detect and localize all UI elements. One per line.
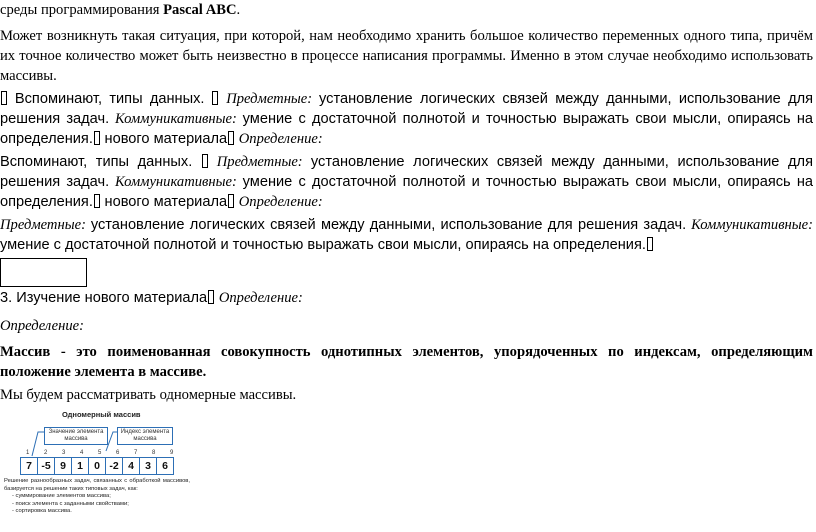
index-label: Индекс элемента массива <box>117 427 173 445</box>
competencies-block-b: Вспоминают, типы данных. Предметные: установление логических связей между данными, использование для решения задач. Коммуникативные: умение с достаточной полнотой и точностью выражать свои мысли, опираясь на определения. нового материала Определение: <box>0 154 813 210</box>
array-cell: 9 <box>55 458 72 474</box>
array-cells <box>20 457 174 475</box>
missing-glyph-icon <box>212 91 218 105</box>
index-2: 2 <box>44 450 48 456</box>
array-definition: Массив - это поименованная совокупность однотипных элементов, упорядоченных по индексам, определяющим положение элемента в массиве. <box>0 344 813 380</box>
missing-glyph-icon <box>228 194 234 208</box>
value-label: Значение элемента массива <box>44 427 108 445</box>
missing-glyph-icon <box>647 237 653 251</box>
array-cell: 7 <box>21 458 38 474</box>
competencies-block-c: Предметные: установление логических связей между данными, использование для решения задач. Коммуникативные: умение с достаточной полнотой и точностью выражать свои мысли, опираясь на определения. <box>0 217 813 253</box>
array-cell: 1 <box>72 458 89 474</box>
array-cell: 6 <box>162 460 168 472</box>
one-dim-arrays-line: Мы будем рассматривать одномерные массивы. <box>0 387 297 403</box>
index-4: 4 <box>80 450 84 456</box>
array-cell: -5 <box>38 458 55 474</box>
index-9: 9 <box>170 450 174 456</box>
missing-glyph-icon <box>202 154 208 168</box>
array-cell: 3 <box>140 458 157 474</box>
figure-title: Одномерный массив <box>62 410 141 419</box>
missing-glyph-icon <box>228 131 234 145</box>
array-cell: 0 <box>89 458 106 474</box>
definition-label: Определение: <box>0 318 84 334</box>
index-3: 3 <box>62 450 66 456</box>
index-5: 5 <box>98 450 102 456</box>
intro-line: среды программирования Pascal ABC. <box>0 2 241 18</box>
figure-caption: Решение разнообразных задач, связанных с обработкой массивов, базируется на решении таких типовых задач, как: - суммирование элементов массива; - поиск элемента с заданными свойствами; - сортировка массива. <box>4 478 190 515</box>
index-1: 1 <box>26 450 30 456</box>
array-cell: 4 <box>123 458 140 474</box>
index-7: 7 <box>134 450 138 456</box>
missing-glyph-icon <box>1 91 7 105</box>
section-3-heading: 3. Изучение нового материала Определение: <box>0 290 303 306</box>
index-6: 6 <box>116 450 120 456</box>
pascal-abc: Pascal ABC <box>163 2 237 18</box>
competencies-block-a: Вспоминают, типы данных. Предметные: установление логических связей между данными, использование для решения задач. Коммуникативные: умение с достаточной полнотой и точностью выражать свои мысли, опираясь на определения. нового материала Определение: <box>0 91 813 147</box>
empty-frame <box>0 258 87 287</box>
array-cell: -2 <box>106 458 123 474</box>
one-dimensional-array-figure <box>0 408 200 532</box>
missing-glyph-icon <box>94 194 100 208</box>
index-8: 8 <box>152 450 156 456</box>
arrays-intro-paragraph: Может возникнуть такая ситуация, при которой, нам необходимо хранить большое количество переменных одного типа, причём их точное количество может быть неизвестно в процессе написания программы. Именно в этом случае необходимо использовать массивы. <box>0 28 813 84</box>
missing-glyph-icon <box>94 131 100 145</box>
missing-glyph-icon <box>208 290 214 304</box>
